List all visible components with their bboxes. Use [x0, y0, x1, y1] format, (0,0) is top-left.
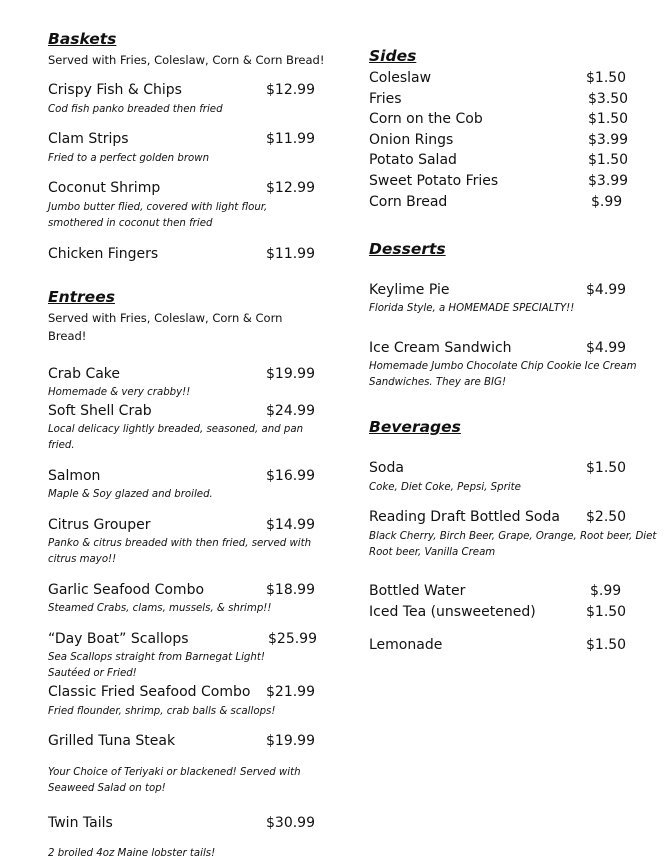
sides-item-price: $1.50	[586, 70, 627, 86]
entrees-item-name: Citrus Grouper	[48, 517, 151, 533]
entrees-subtitle: Served with Fries, Coleslaw, Corn & Corn Bread!	[48, 311, 283, 343]
baskets-item-price: $11.99	[266, 246, 315, 262]
baskets-item-desc: Fried to a perfect golden brown	[48, 153, 210, 164]
entrees-item-name: Classic Fried Seafood Combo	[48, 684, 251, 700]
entrees-item-desc: Maple & Soy glazed and broiled.	[48, 489, 213, 500]
beverages-item-name: Iced Tea (unsweetened)	[369, 604, 536, 620]
entrees-item-name: Crab Cake	[48, 366, 121, 382]
entrees-item-price: $21.99	[266, 684, 315, 700]
sides-item-name: Sweet Potato Fries	[369, 173, 499, 189]
entrees-item-desc: Fried flounder, shrimp, crab balls & scallops!	[48, 706, 276, 717]
entrees-heading: Entrees	[48, 288, 115, 306]
beverages-item-desc: Coke, Diet Coke, Pepsi, Sprite	[369, 482, 521, 493]
entrees-item-desc: Sea Scallops straight from Barnegat Light! Sautéed or Fried!	[48, 652, 265, 679]
baskets-item-desc: Jumbo butter flied, covered with light flour, smothered in coconut then fried	[48, 202, 268, 229]
sides-item-price: $1.50	[588, 152, 629, 168]
baskets-item-name: Crispy Fish & Chips	[48, 82, 182, 98]
baskets-item-price: $12.99	[266, 180, 315, 196]
beverages-heading: Beverages	[369, 418, 461, 436]
baskets-item-price: $12.99	[266, 82, 315, 98]
desserts-item-price: $4.99	[586, 282, 627, 298]
baskets-item-desc: Cod fish panko breaded then fried	[48, 104, 223, 115]
sides-item-price: $1.50	[588, 111, 629, 127]
entrees-item-price: $24.99	[266, 403, 315, 419]
baskets-subtitle: Served with Fries, Coleslaw, Corn & Corn Bread!	[48, 53, 325, 67]
baskets-item-name: Chicken Fingers	[48, 246, 159, 262]
baskets-item-name: Clam Strips	[48, 131, 129, 147]
entrees-item-price: $19.99	[266, 733, 315, 749]
entrees-item-price: $18.99	[266, 582, 315, 598]
entrees-item-price: $14.99	[266, 517, 315, 533]
beverages-item-price: $1.50	[586, 604, 627, 620]
entrees-item-price: $30.99	[266, 815, 315, 831]
entrees-item-desc: 2 broiled 4oz Maine lobster tails!	[48, 848, 216, 859]
entrees-item-name: Grilled Tuna Steak	[48, 733, 176, 749]
baskets-heading: Baskets	[48, 30, 117, 48]
desserts-item-desc: Homemade Jumbo Chocolate Chip Cookie Ice Cream Sandwiches. They are BIG!	[369, 361, 637, 388]
beverages-item-price: $.99	[590, 583, 622, 599]
sides-item-name: Coleslaw	[369, 70, 432, 86]
entrees-item-name: Garlic Seafood Combo	[48, 582, 205, 598]
entrees-item-desc: Homemade & very crabby!!	[48, 387, 191, 398]
entrees-item-desc: Your Choice of Teriyaki or blackened! Served with Seaweed Salad on top!	[48, 767, 301, 794]
beverages-item-name: Bottled Water	[369, 583, 466, 599]
entrees-item-name: Twin Tails	[48, 815, 113, 831]
desserts-item-name: Ice Cream Sandwich	[369, 340, 512, 356]
desserts-item-desc: Florida Style, a HOMEMADE SPECIALTY!!	[369, 303, 575, 314]
beverages-item-name: Soda	[369, 460, 404, 476]
sides-item-name: Onion Rings	[369, 132, 454, 148]
desserts-heading: Desserts	[369, 240, 446, 258]
entrees-item-desc: Local delicacy lightly breaded, seasoned, and pan fried.	[48, 424, 304, 451]
beverages-item-price: $1.50	[586, 460, 627, 476]
desserts-item-name: Keylime Pie	[369, 282, 450, 298]
baskets-item-name: Coconut Shrimp	[48, 180, 161, 196]
beverages-item-name: Reading Draft Bottled Soda	[369, 509, 560, 525]
entrees-item-name: Salmon	[48, 468, 101, 484]
sides-item-name: Corn Bread	[369, 194, 448, 210]
baskets-item-price: $11.99	[266, 131, 315, 147]
entrees-item-price: $25.99	[268, 631, 317, 647]
beverages-item-name: Lemonade	[369, 637, 443, 653]
sides-heading: Sides	[369, 47, 417, 65]
sides-item-name: Corn on the Cob	[369, 111, 483, 127]
sides-item-price: $.99	[591, 194, 623, 210]
sides-item-price: $3.99	[588, 132, 629, 148]
sides-item-name: Fries	[369, 91, 402, 107]
beverages-item-price: $2.50	[586, 509, 627, 525]
entrees-item-desc: Panko & citrus breaded with then fried, served with citrus mayo!!	[48, 538, 312, 565]
entrees-item-desc: Steamed Crabs, clams, mussels, & shrimp!!	[48, 603, 272, 614]
entrees-item-price: $16.99	[266, 468, 315, 484]
entrees-item-price: $19.99	[266, 366, 315, 382]
desserts-item-price: $4.99	[586, 340, 627, 356]
sides-item-price: $3.50	[588, 91, 629, 107]
beverages-item-desc: Black Cherry, Birch Beer, Grape, Orange, Root beer, Diet Root beer, Vanilla Cream	[369, 531, 657, 558]
entrees-item-name: Soft Shell Crab	[48, 403, 152, 419]
sides-item-name: Potato Salad	[369, 152, 457, 168]
beverages-item-price: $1.50	[586, 637, 627, 653]
sides-item-price: $3.99	[588, 173, 629, 189]
entrees-item-name: “Day Boat” Scallops	[48, 631, 189, 647]
